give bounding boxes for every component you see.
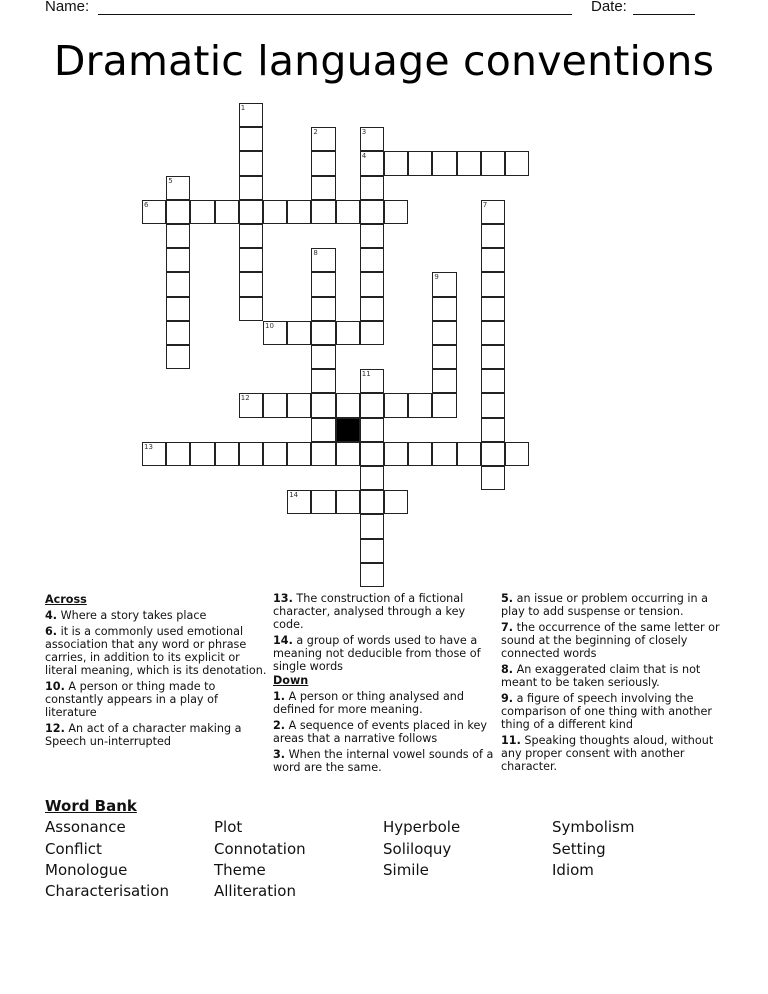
clue-down-2: 2. A sequence of events placed in key areas that a narrative follows — [273, 719, 487, 745]
word-bank — [45, 796, 725, 902]
clue-number: 5 — [168, 176, 173, 185]
clue-number: 10 — [265, 321, 274, 330]
grid-cell[interactable] — [384, 442, 408, 466]
grid-cell[interactable] — [166, 200, 190, 224]
grid-cell[interactable] — [481, 418, 505, 442]
clue-down-5: 5. an issue or problem occurring in a play to add suspense or tension. — [501, 592, 708, 618]
grid-cell[interactable] — [311, 127, 335, 151]
grid-cell[interactable] — [239, 103, 263, 127]
grid-cell[interactable] — [360, 563, 384, 587]
grid-cell[interactable] — [263, 321, 287, 345]
clue-across-4: 4. Where a story takes place — [45, 609, 207, 622]
grid-cell[interactable] — [239, 127, 263, 151]
grid-cell[interactable] — [239, 224, 263, 248]
grid-cell[interactable] — [311, 248, 335, 272]
grid-cell[interactable] — [384, 393, 408, 417]
word-bank-item: Setting — [552, 839, 606, 858]
grid-cell[interactable] — [336, 490, 360, 514]
word-bank-item: Soliloquy — [383, 839, 452, 858]
clue-across-6: 6. it is a commonly used emotional association that any word or phrase carries, in addition to its explicit or literal meaning, which is its denotation. — [45, 625, 267, 677]
word-bank-item: Plot — [214, 818, 243, 837]
word-bank-item: Idiom — [552, 860, 594, 879]
grid-cell[interactable] — [311, 321, 335, 345]
grid-cell[interactable] — [311, 393, 335, 417]
grid-cell[interactable] — [360, 490, 384, 514]
clue-number: 14 — [289, 491, 299, 500]
clue-number: 1 — [240, 104, 246, 112]
grid-cell[interactable] — [481, 442, 505, 466]
grid-cell[interactable] — [481, 345, 505, 369]
grid-cell[interactable] — [360, 297, 384, 321]
grid-cell[interactable] — [336, 321, 360, 345]
clue-number: 2 — [313, 128, 318, 137]
grid-cell[interactable] — [432, 393, 456, 417]
word-bank-column-4 — [552, 817, 721, 902]
grid-cell[interactable] — [287, 490, 311, 514]
grid-cell[interactable] — [311, 272, 335, 296]
grid-cell[interactable] — [481, 151, 505, 175]
grid-cell[interactable] — [360, 539, 384, 563]
grid-cell[interactable] — [432, 151, 456, 175]
clue-across-10: 10. A person or thing made to constantly appears in a play of literature — [45, 680, 218, 719]
word-bank-item: Monologue — [45, 860, 128, 879]
black-cell — [336, 418, 360, 442]
grid-cell[interactable] — [239, 200, 263, 224]
word-bank-item: Hyperbole — [383, 818, 461, 837]
grid-cell[interactable] — [311, 297, 335, 321]
grid-cell[interactable] — [239, 442, 263, 466]
word-bank-item: Alliteration — [214, 882, 296, 901]
grid-cell[interactable] — [239, 248, 263, 272]
grid-cell[interactable] — [166, 248, 190, 272]
grid-cell[interactable] — [166, 176, 190, 200]
grid-cell[interactable] — [142, 442, 166, 466]
grid-cell[interactable] — [432, 345, 456, 369]
clue-number: 3 — [361, 128, 367, 137]
grid-cell[interactable] — [408, 442, 432, 466]
grid-cell[interactable] — [287, 442, 311, 466]
word-bank-item: Theme — [214, 860, 266, 879]
grid-cell[interactable] — [432, 321, 456, 345]
grid-cell[interactable] — [311, 345, 335, 369]
clue-down-9: 9. a figure of speech involving the comparison of one thing with another thing of a different kind — [501, 692, 712, 731]
grid-cell[interactable] — [287, 321, 311, 345]
grid-cell[interactable] — [481, 393, 505, 417]
grid-cell[interactable] — [457, 442, 481, 466]
grid-cell[interactable] — [336, 200, 360, 224]
word-bank-item: Conflict — [45, 839, 102, 858]
grid-cell[interactable] — [360, 224, 384, 248]
name-label: Name: — [45, 0, 90, 15]
word-bank-item: Assonance — [45, 818, 126, 837]
clue-down-8: 8. An exaggerated claim that is not meant to be taken seriously. — [501, 663, 701, 689]
grid-cell[interactable] — [432, 369, 456, 393]
word-bank-title: Word Bank — [45, 797, 137, 815]
grid-cell[interactable] — [311, 369, 335, 393]
clue-across-14: 14. a group of words used to have a meaning not deducible from those of single words — [273, 634, 481, 673]
clues-column-3 — [501, 592, 726, 773]
grid-cell[interactable] — [311, 176, 335, 200]
grid-cell[interactable] — [215, 442, 239, 466]
clues-column-1 — [45, 592, 270, 748]
clue-number: 12 — [240, 394, 250, 403]
grid-cell[interactable] — [263, 393, 287, 417]
grid-cell[interactable] — [360, 442, 384, 466]
grid-cell[interactable] — [239, 176, 263, 200]
clue-number: 13 — [144, 442, 153, 451]
grid-cell[interactable] — [215, 200, 239, 224]
grid-cell[interactable] — [481, 297, 505, 321]
clue-number: 11 — [361, 370, 371, 379]
word-bank-item: Connotation — [214, 839, 306, 858]
grid-cell[interactable] — [505, 151, 529, 175]
grid-cell[interactable] — [360, 151, 384, 175]
grid-cell[interactable] — [190, 442, 214, 466]
grid-cell[interactable] — [505, 442, 529, 466]
across-heading: Across — [45, 593, 87, 606]
grid-cell[interactable] — [336, 442, 360, 466]
grid-cell[interactable] — [287, 393, 311, 417]
clue-number: 6 — [144, 200, 149, 209]
grid-cell[interactable] — [360, 176, 384, 200]
grid-cell[interactable] — [287, 200, 311, 224]
grid-cell[interactable] — [481, 200, 505, 224]
grid-cell[interactable] — [432, 272, 456, 296]
clue-across-13: 13. The construction of a fictional character, analysed through a key code. — [273, 592, 466, 631]
grid-cell[interactable] — [311, 442, 335, 466]
grid-cell[interactable] — [166, 321, 190, 345]
grid-cell[interactable] — [239, 272, 263, 296]
grid-cell[interactable] — [166, 272, 190, 296]
grid-cell[interactable] — [263, 200, 287, 224]
grid-cell[interactable] — [239, 393, 263, 417]
grid-cell[interactable] — [384, 200, 408, 224]
grid-cell[interactable] — [481, 248, 505, 272]
grid-cell[interactable] — [360, 369, 384, 393]
clue-number: 8 — [313, 249, 318, 258]
grid-cell[interactable] — [239, 297, 263, 321]
grid-cell[interactable] — [311, 200, 335, 224]
grid-cell[interactable] — [360, 418, 384, 442]
grid-cell[interactable] — [311, 490, 335, 514]
clue-down-7: 7. the occurrence of the same letter or sound at the beginning of closely connected words — [501, 621, 720, 660]
grid-cell[interactable] — [481, 321, 505, 345]
clue-across-12: 12. An act of a character making a Speech un-interrupted — [45, 722, 242, 748]
grid-cell[interactable] — [360, 272, 384, 296]
clue-down-1: 1. A person or thing analysed and defined for more meaning. — [273, 690, 465, 716]
clue-down-3: 3. When the internal vowel sounds of a word are the same. — [273, 748, 494, 774]
word-bank-item: Simile — [383, 860, 429, 879]
grid-cell[interactable] — [384, 151, 408, 175]
word-bank-item: Characterisation — [45, 882, 169, 901]
clue-number: 7 — [482, 200, 488, 209]
grid-cell[interactable] — [481, 369, 505, 393]
grid-cell[interactable] — [360, 321, 384, 345]
grid-cell[interactable] — [360, 514, 384, 538]
word-bank-column-1 — [45, 817, 214, 902]
word-bank-item: Symbolism — [552, 818, 635, 837]
grid-cell[interactable] — [384, 490, 408, 514]
word-bank-column-2 — [214, 817, 383, 902]
grid-cell[interactable] — [481, 272, 505, 296]
grid-cell[interactable] — [408, 151, 432, 175]
grid-cell[interactable] — [239, 151, 263, 175]
grid-cell[interactable] — [432, 442, 456, 466]
word-bank-column-3 — [383, 817, 552, 902]
grid-cell[interactable] — [408, 393, 432, 417]
grid-cell[interactable] — [481, 224, 505, 248]
down-heading: Down — [273, 674, 309, 687]
grid-cell[interactable] — [457, 151, 481, 175]
grid-cell[interactable] — [336, 393, 360, 417]
clues-column-2 — [273, 592, 498, 774]
clue-down-11: 11. Speaking thoughts aloud, without any proper consent with another character. — [501, 734, 714, 773]
grid-cell[interactable] — [360, 200, 384, 224]
grid-cell[interactable] — [166, 442, 190, 466]
grid-cell[interactable] — [166, 297, 190, 321]
grid-cell[interactable] — [190, 200, 214, 224]
grid-cell[interactable] — [481, 466, 505, 490]
grid-cell[interactable] — [142, 200, 166, 224]
grid-cell[interactable] — [311, 418, 335, 442]
grid-cell[interactable] — [432, 297, 456, 321]
grid-cell[interactable] — [166, 345, 190, 369]
grid-cell[interactable] — [360, 466, 384, 490]
grid-cell[interactable] — [360, 393, 384, 417]
grid-cell[interactable] — [360, 127, 384, 151]
page-title: Dramatic language conventions — [53, 37, 715, 85]
grid-cell[interactable] — [166, 224, 190, 248]
clue-number: 4 — [361, 152, 367, 161]
clue-number: 9 — [434, 273, 439, 282]
grid-cell[interactable] — [311, 151, 335, 175]
grid-cell[interactable] — [263, 442, 287, 466]
grid-cell[interactable] — [360, 248, 384, 272]
date-label: Date: — [591, 0, 627, 15]
